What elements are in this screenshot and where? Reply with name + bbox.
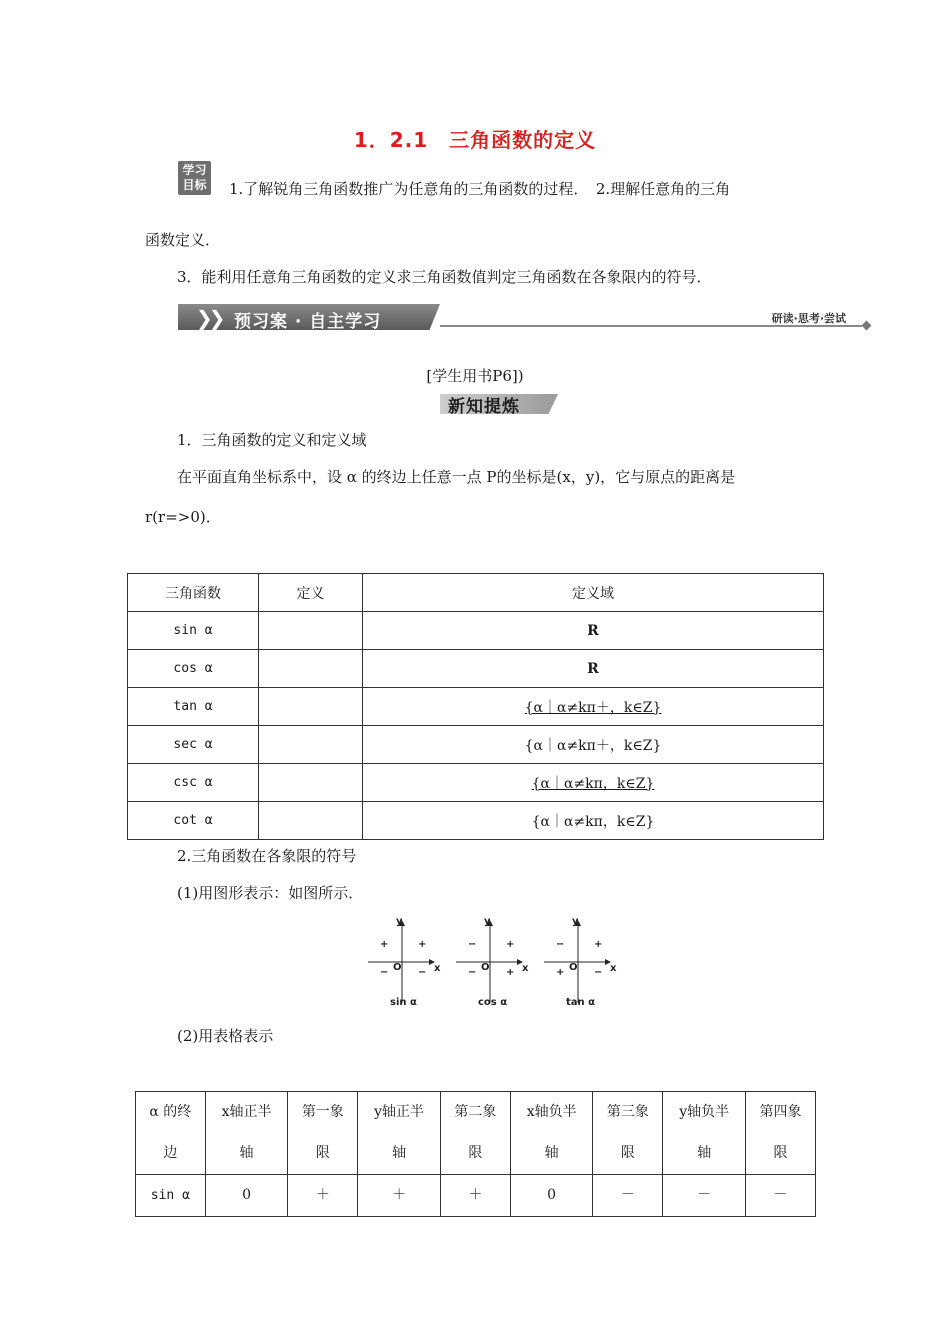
header-cell (663, 1092, 746, 1175)
graph-label: tan α (566, 997, 595, 1008)
x-axis-label: x (434, 963, 441, 974)
function-cell: cos α (128, 650, 259, 688)
section2-sub1: (1)用图形表示：如图所示． (177, 884, 364, 902)
function-cell: cot α (128, 802, 259, 840)
book-reference: [学生用书P6]) (426, 367, 524, 385)
goal-line-2: 函数定义． (145, 231, 221, 249)
header-domain: 定义域 (363, 574, 824, 612)
header-cell (510, 1092, 593, 1175)
domain-cell: R (363, 612, 824, 650)
graph-label: sin α (390, 997, 417, 1008)
sign-cell: － (746, 1175, 816, 1217)
header-line: 第二象 (454, 1104, 497, 1120)
table-row (128, 726, 824, 764)
quadrant-1-sign: + (418, 939, 427, 950)
cos-quadrant-graph (456, 916, 529, 1008)
sign-table-header-row (136, 1092, 816, 1175)
header-cell (746, 1092, 816, 1175)
header-line: 第三象 (606, 1104, 649, 1120)
header-cell (288, 1092, 358, 1175)
header-line: 限 (773, 1145, 788, 1161)
table-header-row (128, 574, 824, 612)
definition-cell (259, 764, 363, 802)
quadrant-1-sign: + (594, 939, 603, 950)
header-line: 限 (468, 1145, 483, 1161)
y-axis-label: y (572, 916, 579, 927)
table-row (128, 612, 824, 650)
header-line: α 的终 (149, 1104, 192, 1120)
table-row (136, 1175, 816, 1217)
quadrant-4-sign: + (506, 967, 515, 978)
goal-line-3: 3．能利用任意角三角函数的定义求三角函数值判定三角函数在各象限内的符号． (177, 268, 712, 286)
section-banner (178, 304, 870, 332)
y-axis-label: y (484, 916, 491, 927)
header-line: 轴 (239, 1145, 254, 1161)
sign-cell: ＋ (358, 1175, 441, 1217)
x-axis-label: x (610, 963, 617, 974)
y-axis-label: y (396, 916, 403, 927)
domain-cell (363, 764, 824, 802)
sign-cell: 0 (510, 1175, 593, 1217)
header-cell (205, 1092, 288, 1175)
header-cell (358, 1092, 441, 1175)
domain-text: {α｜α≠kπ＋，k∈Z} (524, 699, 662, 716)
definition-cell (259, 612, 363, 650)
domain-cell: {α｜α≠kπ＋，k∈Z} (363, 726, 824, 764)
header-line: y轴负半 (679, 1104, 730, 1120)
header-cell (136, 1092, 206, 1175)
badge-line-1: 学习 (182, 163, 207, 177)
header-line: 第一象 (301, 1104, 344, 1120)
header-line: 轴 (697, 1145, 712, 1161)
diamond-icon (862, 321, 872, 331)
origin-label: O (569, 962, 578, 973)
function-cell: sin α (128, 612, 259, 650)
quadrant-1-sign: + (506, 939, 515, 950)
header-line: x轴正半 (221, 1104, 272, 1120)
header-cell (440, 1092, 510, 1175)
quadrant-2-sign: + (380, 939, 389, 950)
sin-quadrant-graph (368, 916, 441, 1008)
header-line: 限 (620, 1145, 635, 1161)
function-cell: csc α (128, 764, 259, 802)
origin-label: O (393, 962, 402, 973)
sign-cell: － (593, 1175, 663, 1217)
chevron-double-icon: ❯❯ (196, 306, 222, 330)
quadrant-3-sign: − (380, 967, 389, 978)
banner-right-text: 研读·思考·尝试 (771, 312, 846, 325)
sign-cell: 0 (205, 1175, 288, 1217)
function-cell: tan α (128, 688, 259, 726)
header-line: 轴 (544, 1145, 559, 1161)
domain-text: {α｜α≠kπ，k∈Z} (531, 775, 655, 792)
x-axis-label: x (522, 963, 529, 974)
header-definition: 定义 (259, 574, 363, 612)
table-row (128, 650, 824, 688)
page-title: 1．2.1 三角函数的定义 (353, 128, 597, 152)
domain-cell: {α｜α≠kπ，k∈Z} (363, 802, 824, 840)
header-line: 限 (315, 1145, 330, 1161)
header-line: 边 (163, 1145, 178, 1161)
header-line: x轴负半 (526, 1104, 577, 1120)
quadrant-3-sign: + (556, 967, 565, 978)
tan-quadrant-graph (544, 916, 617, 1008)
quadrant-4-sign: − (418, 967, 427, 978)
definition-cell (259, 688, 363, 726)
quadrant-2-sign: − (556, 939, 565, 950)
section1-paragraph-2: r(r=>0)． (145, 508, 221, 526)
quadrant-2-sign: − (468, 939, 477, 950)
badge-line-2: 目标 (182, 178, 207, 192)
quadrant-sign-graphs (360, 915, 630, 1015)
header-line: 轴 (392, 1145, 407, 1161)
quadrant-4-sign: − (594, 967, 603, 978)
definition-table (127, 573, 824, 840)
header-function: 三角函数 (128, 574, 259, 612)
banner-text: 预习案 · 自主学习 (234, 312, 382, 332)
graph-label: cos α (478, 997, 508, 1008)
header-cell (593, 1092, 663, 1175)
goal-line-1: 1.了解锐角三角函数推广为任意角的三角函数的过程． 2.理解任意角的三角 (229, 180, 731, 198)
domain-cell: R (363, 650, 824, 688)
sign-cell: ＋ (440, 1175, 510, 1217)
sign-cell: － (663, 1175, 746, 1217)
function-cell: sec α (128, 726, 259, 764)
domain-cell (363, 688, 824, 726)
header-line: 第四象 (759, 1104, 802, 1120)
table-row (128, 688, 824, 726)
header-line: y轴正半 (374, 1104, 425, 1120)
table-row (128, 764, 824, 802)
sub-banner-text: 新知提炼 (448, 397, 520, 417)
learning-goal-badge (178, 161, 211, 195)
definition-cell (259, 726, 363, 764)
sign-table (135, 1091, 816, 1217)
sign-cell: ＋ (288, 1175, 358, 1217)
sub-banner (434, 392, 558, 416)
section2-sub2: (2)用表格表示 (177, 1027, 274, 1045)
definition-cell (259, 650, 363, 688)
section1-paragraph-1: 在平面直角坐标系中，设 α 的终边上任意一点 P的坐标是(x，y)，它与原点的距离是 (177, 468, 736, 486)
section2-heading: 2.三角函数在各象限的符号 (177, 847, 357, 865)
quadrant-3-sign: − (468, 967, 477, 978)
sign-cell: sin α (136, 1175, 206, 1217)
section1-heading: 1．三角函数的定义和定义域 (177, 431, 367, 449)
origin-label: O (481, 962, 490, 973)
definition-cell (259, 802, 363, 840)
table-row (128, 802, 824, 840)
